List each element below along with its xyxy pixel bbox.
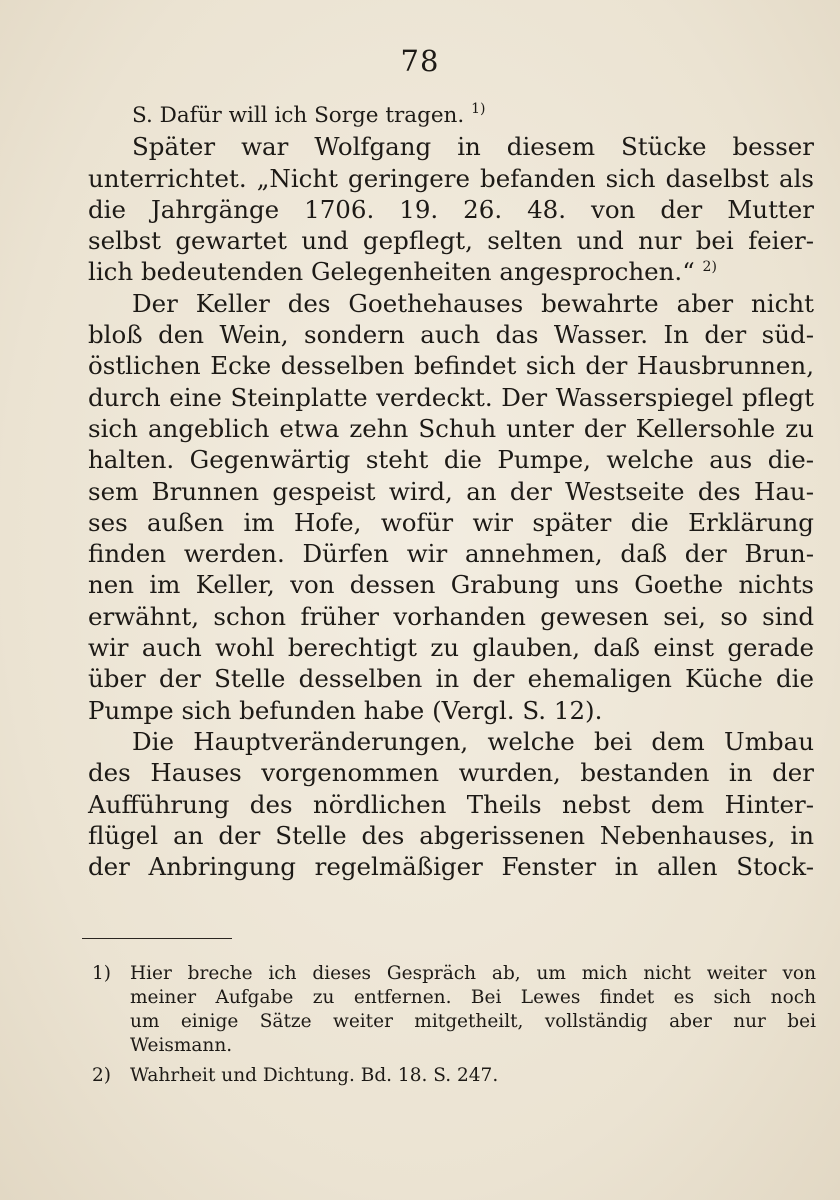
footnote-mark: 1) (92, 963, 111, 984)
text-line: flügel an der Stelle des abgerissenen Nebenhauses, in (88, 820, 814, 850)
text-line: Die Hauptveränderungen, welche bei dem Umbau (132, 726, 814, 756)
text-line: sich angeblich etwa zehn Schuh unter der Kellersohle zu (88, 413, 814, 443)
footnote-line: Hier breche ich dieses Gespräch ab, um mich nicht weiter von (130, 963, 816, 984)
text-line: lich bedeutenden Gelegenheiten angesprochen.“ $^{2)}$ (88, 257, 717, 287)
text-line: sem Brunnen gespeist wird, an der Westseite des Hau- (88, 476, 814, 506)
text-line: Der Keller des Goethehauses bewahrte aber nicht (132, 288, 814, 318)
footnote-line: Wahrheit und Dichtung. Bd. 18. S. 247. (130, 1065, 499, 1086)
text-line: selbst gewartet und gepflegt, selten und nur bei feier- (88, 226, 814, 256)
text-line: finden werden. Dürfen wir annehmen, daß der Brun- (88, 539, 814, 569)
text-line: erwähnt, schon früher vorhanden gewesen sei, so sind (88, 601, 814, 631)
footnote-ref-2[interactable]: 2) (702, 259, 717, 276)
text-line: wir auch wohl berechtigt zu glauben, daß einst gerade (88, 633, 814, 663)
text-line: die Jahrgänge 1706. 19. 26. 48. von der Mutter (88, 194, 814, 224)
text-line: Aufführung des nördlichen Theils nebst dem Hinter- (88, 789, 814, 819)
footnote-divider (82, 938, 232, 939)
text-line: des Hauses vorgenommen wurden, bestanden in der (88, 758, 814, 788)
text-line: Später war Wolfgang in diesem Stücke besser (132, 132, 814, 162)
footnote-mark: 2) (92, 1065, 111, 1086)
text-line: unterrichtet. „Nicht geringere befanden sich daselbst als (88, 163, 814, 193)
body-text (88, 100, 814, 882)
text-line: halten. Gegenwärtig steht die Pumpe, welche aus die- (88, 445, 814, 475)
text-line: östlichen Ecke desselben befindet sich der Hausbrunnen, (88, 351, 814, 381)
footnote-line: Weismann. (130, 1035, 233, 1056)
text-line: über der Stelle desselben in der ehemaligen Küche die (88, 664, 814, 694)
footnote-line: meiner Aufgabe zu entfernen. Bei Lewes findet es sich noch (130, 987, 816, 1008)
footnotes (92, 962, 816, 1088)
text-line: Pumpe sich befunden habe (Vergl. S. 12). (88, 695, 603, 725)
text-line: nen im Keller, von dessen Grabung uns Goethe nichts (88, 570, 814, 600)
text-line: bloß den Wein, sondern auch das Wasser. In der süd- (88, 320, 814, 350)
text-line: S. Dafür will ich Sorge tragen. $^{1)}$ (132, 101, 486, 128)
page-number: 78 (400, 44, 440, 78)
text-line: der Anbringung regelmäßiger Fenster in allen Stock- (88, 852, 814, 882)
text-line: ses außen im Hofe, wofür wir später die Erklärung (88, 507, 814, 537)
text-line: durch eine Steinplatte verdeckt. Der Wasserspiegel pflegt (88, 382, 814, 412)
footnote-ref-1[interactable]: 1) (471, 101, 486, 117)
footnote-1 (92, 962, 816, 1058)
footnote-line: um einige Sätze weiter mitgetheilt, vollständig aber nur bei (130, 1011, 816, 1032)
footnote-2 (92, 1064, 816, 1088)
